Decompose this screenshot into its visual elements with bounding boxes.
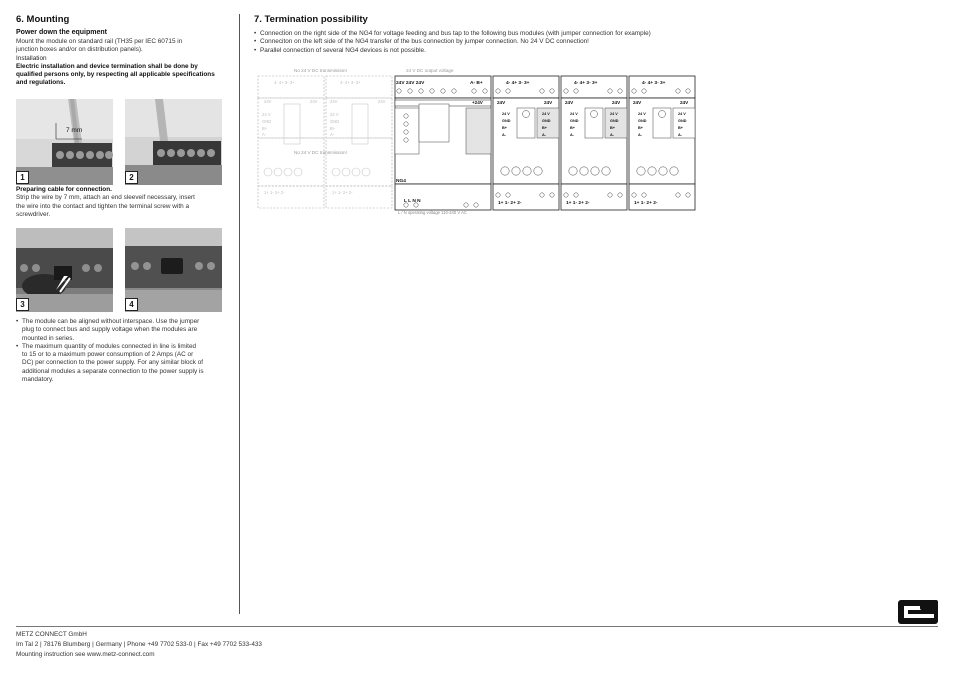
- svg-text:24V: 24V: [264, 99, 272, 104]
- module-row-label: 24 V: [570, 112, 578, 116]
- power-down-text: [16, 38, 236, 88]
- installation-line: Electric installation and device termination shall be done by: [16, 62, 198, 70]
- photo-1-stripped-cable: [16, 99, 113, 185]
- module-row-label: B+: [678, 126, 683, 130]
- module-row-label: GND: [570, 119, 579, 123]
- svg-text:4- 4+ 3- 3+: 4- 4+ 3- 3+: [340, 80, 361, 85]
- mounting-bullet-list: [16, 318, 236, 384]
- footer-instruction: Mounting instruction see www.metz-connect.com: [16, 650, 155, 658]
- svg-text:A-: A-: [262, 132, 267, 137]
- svg-text:B+: B+: [330, 126, 336, 131]
- module-24v-label: 24V: [565, 100, 574, 105]
- metz-connect-logo: [898, 600, 938, 624]
- module-row-label: A-: [570, 133, 575, 137]
- ng4-bus-terminal-labels: A- B+: [470, 81, 483, 86]
- cable-prep-title: Preparing cable for connection.: [16, 186, 112, 193]
- mounting-bullet: [16, 343, 236, 384]
- installation-line: and regulations.: [16, 79, 66, 87]
- bus-module-2: [561, 76, 627, 210]
- bullet-line: DC) per connection to the power supply. For any similar block of: [22, 359, 204, 367]
- module-row-label: 24 V: [610, 112, 618, 116]
- photo-number-3: 3: [16, 298, 29, 311]
- ng4-top-terminal-labels: 24V 24V 24V: [396, 81, 425, 86]
- photo-4-illustration: [125, 228, 222, 312]
- bullet-line: mounted in series.: [22, 334, 75, 342]
- section-heading-mounting: 6. Mounting: [16, 14, 70, 25]
- section-heading-termination: 7. Termination possibility: [254, 14, 368, 25]
- footer-divider: [16, 626, 938, 627]
- module-bottom-labels: 1+ 1- 2+ 2-: [634, 201, 658, 206]
- termination-bullet: • Connection on the right side of the NG4 for voltage feeding and bus tap to the following bus modules (with jumper connection for example): [254, 30, 934, 38]
- module-top-labels: 4- 4+ 3- 3+: [642, 81, 666, 86]
- svg-text:1+ 1- 2+ 2-: 1+ 1- 2+ 2-: [332, 190, 353, 195]
- label-operating-voltage: L / N operating voltage 110-240 V AC: [398, 210, 467, 215]
- svg-text:24V: 24V: [378, 99, 386, 104]
- module-bottom-labels: 1+ 1- 2+ 2-: [498, 201, 522, 206]
- module-top-labels: 4- 4+ 3- 3+: [506, 81, 530, 86]
- photo-number-4: 4: [125, 298, 138, 311]
- module-row-label: A-: [502, 133, 507, 137]
- module-top-labels: 4- 4+ 3- 3+: [574, 81, 598, 86]
- photo-3-illustration: [16, 228, 113, 312]
- svg-text:4- 4+ 3- 3+: 4- 4+ 3- 3+: [274, 80, 295, 85]
- module-row-label: 24 V: [638, 112, 646, 116]
- module-24v-label: 24V: [544, 100, 553, 105]
- cable-prep-line: screwdriver.: [16, 210, 51, 218]
- photo-number-1: 1: [16, 171, 29, 184]
- bullet-line: mandatory.: [22, 376, 54, 384]
- faded-module-1: [258, 76, 324, 208]
- faded-module-circles: [264, 104, 370, 176]
- power-text-line: junction boxes and/or on distribution panels).: [16, 46, 143, 54]
- column-divider: [239, 14, 240, 614]
- module-row-label: GND: [638, 119, 647, 123]
- power-down-title: Power down the equipment: [16, 29, 108, 36]
- footer-address: Im Tal 2 | 78176 Blumberg | Germany | Phone +49 7702 533-0 | Fax +49 7702 533-433: [16, 640, 262, 648]
- photo-number-2: 2: [125, 171, 138, 184]
- module-row-label: A-: [542, 133, 547, 137]
- photo-3-jumper-plug: [16, 228, 113, 312]
- label-no-24v-top: No 24 V DC transmission!: [294, 68, 347, 73]
- label-24v-output: 24 V DC output voltage: [406, 68, 454, 73]
- installation-line: qualified persons only, by respecting all applicable specifications: [16, 71, 215, 79]
- bullet-line: plug to connect bus and supply voltage when the modules are: [22, 326, 198, 334]
- photo-1-illustration: [16, 99, 113, 185]
- footer-company: METZ CONNECT GmbH: [16, 631, 87, 638]
- photo-2-cable-inserted: [125, 99, 222, 185]
- module-bottom-labels: 1+ 1- 2+ 2-: [566, 201, 590, 206]
- termination-bullet: • Parallel connection of several NG4 devices is not possible.: [254, 47, 934, 55]
- termination-bullet-list: [254, 30, 934, 55]
- svg-text:1+ 1- 2+ 2-: 1+ 1- 2+ 2-: [264, 190, 285, 195]
- module-row-label: A-: [610, 133, 615, 137]
- faded-module-2: [326, 76, 392, 208]
- module-24v-label: 24V: [680, 100, 689, 105]
- ng4-power-supply: [395, 68, 491, 215]
- installation-title: Installation: [16, 54, 47, 62]
- label-no-24v-bottom: No 24 V DC transmission!: [294, 150, 347, 155]
- footer-address-block: [16, 630, 262, 659]
- module-row-label: GND: [610, 119, 619, 123]
- module-row-label: A-: [638, 133, 643, 137]
- module-row-label: B+: [610, 126, 615, 130]
- module-24v-label: 24V: [497, 100, 506, 105]
- bullet-line: • The maximum quantity of modules connected in line is limited: [22, 342, 197, 350]
- svg-text:24 V: 24 V: [262, 112, 271, 117]
- module-row-label: GND: [542, 119, 551, 123]
- module-row-label: A-: [678, 133, 683, 137]
- module-row-label: B+: [502, 126, 507, 130]
- photo-2-illustration: [125, 99, 222, 185]
- module-24v-label: 24V: [633, 100, 642, 105]
- module-24v-label: 24V: [612, 100, 621, 105]
- module-row-label: B+: [570, 126, 575, 130]
- bus-module-1: [493, 76, 559, 210]
- svg-text:24V: 24V: [330, 99, 338, 104]
- ng4-label: NG4: [396, 179, 406, 184]
- measure-label: 7 mm: [66, 127, 83, 134]
- module-row-label: GND: [502, 119, 511, 123]
- bullet-line: to 15 or to a maximum power consumption of 2 Amps (AC or: [22, 351, 194, 359]
- module-row-label: 24 V: [678, 112, 686, 116]
- module-row-label: B+: [638, 126, 643, 130]
- bus-module-3: [629, 76, 695, 210]
- svg-text:B+: B+: [262, 126, 268, 131]
- cable-prep-line: Strip the wire by 7 mm, attach an end sleeveif necessary, insert: [16, 194, 195, 202]
- module-row-label: 24 V: [542, 112, 550, 116]
- svg-text:24 V: 24 V: [330, 112, 339, 117]
- svg-text:GND: GND: [330, 119, 340, 124]
- bullet-line: additional modules a separate connection to the power supply is: [22, 367, 204, 375]
- module-row-label: GND: [678, 119, 687, 123]
- svg-text:A-: A-: [330, 132, 335, 137]
- power-text-line: Mount the module on standard rail (TH35 per IEC 60715 in: [16, 38, 183, 45]
- cable-prep-text: [16, 186, 236, 219]
- photo-4-jumper-mounted: [125, 228, 222, 312]
- cable-prep-line: the wire into the contact and tighten the terminal screw with a: [16, 202, 189, 210]
- ng4-plus24-label: +24V: [472, 100, 483, 105]
- termination-wiring-diagram: [254, 62, 696, 218]
- mounting-bullet: [16, 318, 236, 343]
- svg-text:24V: 24V: [310, 99, 318, 104]
- module-row-label: 24 V: [502, 112, 510, 116]
- termination-bullet: • Conneciton on the left side of the NG4 transfer of the bus connection by jumper connection. No 24 V DC connection!: [254, 38, 934, 46]
- svg-text:GND: GND: [262, 119, 272, 124]
- bullet-line: • The module can be aligned without interspace. Use the jumper: [22, 318, 200, 325]
- module-row-label: B+: [542, 126, 547, 130]
- ng4-bottom-terminal-labels: L L N N: [404, 199, 421, 204]
